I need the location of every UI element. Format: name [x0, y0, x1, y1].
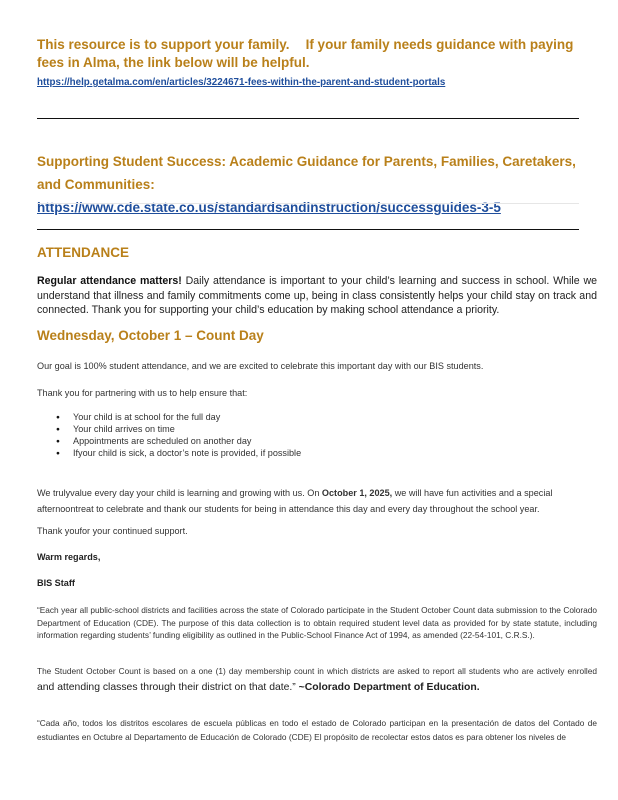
- cde-source: ~Colorado Department of Education.: [298, 682, 480, 693]
- signature-text: BIS Staff: [37, 578, 75, 588]
- divider-line: [37, 229, 579, 230]
- attendance-paragraph: [37, 274, 597, 318]
- cde-count-paragraph: [37, 663, 597, 696]
- list-item: ● Ifyour child is sick, a doctor’s note is provided, if possible: [56, 447, 301, 459]
- attendance-checklist: [56, 411, 301, 459]
- intro-paragraph: [37, 36, 597, 72]
- cde-count-text: The Student October Count is based on a one (1) day membership count in which districts are asked to report all students who are actively enrolled: [37, 666, 597, 676]
- list-item: ● Your child arrives on time: [56, 423, 301, 435]
- faint-divider-line: [37, 203, 579, 204]
- alma-fees-link[interactable]: https://help.getalma.com/en/articles/3224671-fees-within-the-parent-and-student-portals: [37, 77, 446, 88]
- count-date: October 1, 2025,: [321, 488, 393, 498]
- divider-line: [37, 118, 579, 119]
- intro-guidance-text: If your family needs guidance with paying fees in Alma, the link below will be helpful.: [37, 37, 574, 70]
- cde-count-text-large: and attending classes through their district on that date.”: [37, 682, 299, 693]
- celebration-text-end: we will have fun activities and a special afternoontreat to celebrate and thank our students for being in attendance this day and every day throughout the school year.: [37, 488, 553, 514]
- list-item: ● Your child is at school for the full day: [56, 411, 301, 423]
- success-guides-link[interactable]: https://www.cde.state.co.us/standardsandinstruction/successguides-3-5: [37, 200, 501, 215]
- closing-text: Warm regards,: [37, 552, 101, 562]
- attendance-lead: Regular attendance matters!: [37, 275, 182, 287]
- success-guides-paragraph: [37, 150, 597, 219]
- thanks-text: Thank youfor your continued support.: [37, 526, 188, 536]
- cde-quote-paragraph: “Each year all public-school districts and facilities across the state of Colorado participate in the Student October Count data submission to the Colorado Department of Education (CDE). The purpose of this data collection is to obtain required student level data as provided for by state statute, including information regarding students’ funding eligibility as outlined in the Public-School Finance Act of 1994, as amended (22-54-101, C.R.S.).: [37, 605, 597, 640]
- partner-intro-text: Thank you for partnering with us to help ensure that:: [37, 388, 248, 398]
- count-day-heading: Wednesday, October 1 – Count Day: [37, 328, 264, 343]
- attendance-body: Daily attendance is important to your child’s learning and success in school. While we understand that illness and family commitments come up, being in class consistently helps your child stay on track and connected. Thank you for supporting your child’s education by making school attendance a priority.: [37, 275, 597, 316]
- success-guides-text: Supporting Student Success: Academic Guidance for Parents, Families, Caretakers, and Communities:: [37, 154, 576, 192]
- celebration-text-start: We trulyvalue every day your child is learning and growing with us. On: [37, 488, 320, 498]
- spanish-quote-paragraph: “Cada año, todos los distritos escolares de escuela públicas en todo el estado de Colorado participan en la presentación de datos del Contado de estudiantes en Octubre al Departamento de Educación de Colorado (CDE) El propósito de recolectar estos datos es para obtener los niveles de: [37, 718, 597, 742]
- intro-support-text: This resource is to support your family.: [37, 37, 290, 52]
- goal-text: Our goal is 100% student attendance, and we are excited to celebrate this important day with our BIS students.: [37, 361, 484, 371]
- attendance-heading: ATTENDANCE: [37, 245, 129, 260]
- list-item: ● Appointments are scheduled on another day: [56, 435, 301, 447]
- celebration-paragraph: [37, 485, 597, 517]
